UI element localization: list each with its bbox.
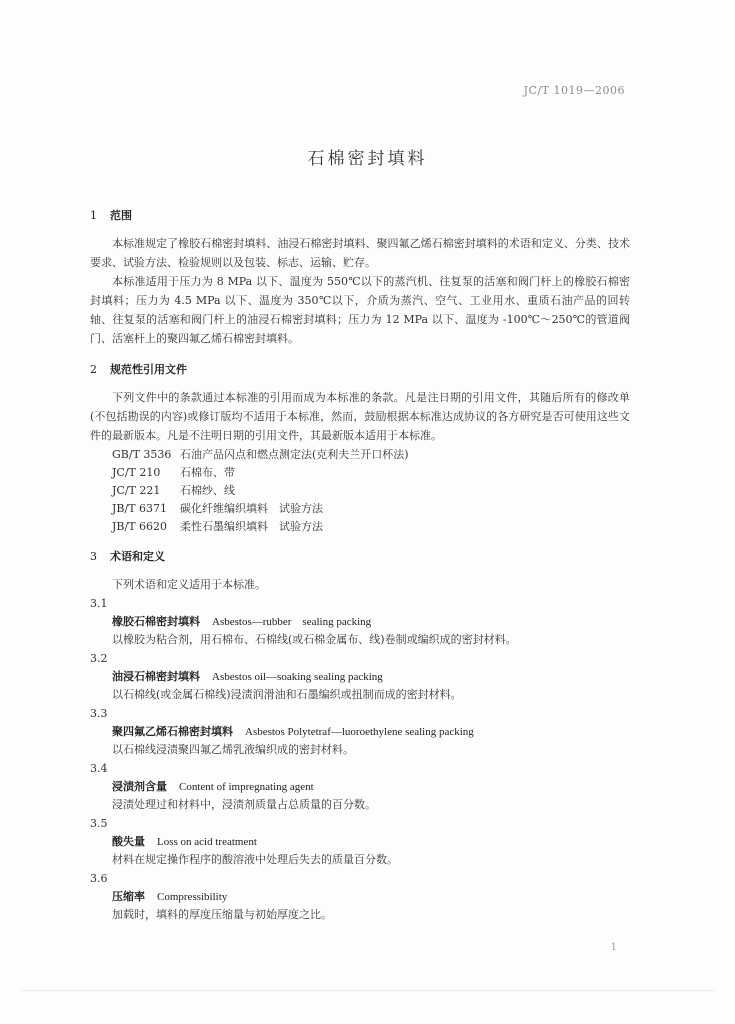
term-cn: 聚四氟乙烯石棉密封填料 [112,725,233,738]
page-number: 1 [610,942,617,953]
document-title: 石棉密封填料 [307,149,428,169]
term-cn: 浸渍剂含量 [112,780,167,793]
term-entry [90,869,630,924]
term-entry [90,594,630,649]
term-definition: 材料在规定操作程序的酸溶液中处理后失去的质量百分数。 [112,853,398,866]
term-number: 3.4 [90,762,108,775]
reference-code: JC/T 221 [112,484,161,497]
term-number: 3.3 [90,707,108,720]
term-number: 3.2 [90,652,108,665]
term-cn: 橡胶石棉密封填料 [112,615,200,628]
reference-code: JB/T 6371 [112,502,168,515]
term-en: Loss on acid treatment [157,836,257,848]
term-name [90,887,630,905]
bottom-divider [20,990,715,991]
reference-item [90,481,630,499]
section-number: 2 [90,363,97,376]
standard-code: JC/T 1019—2006 [523,84,625,97]
term-name [90,722,630,740]
reference-code: GB/T 3536 [112,448,172,461]
reference-item [90,517,630,535]
term-entry [90,814,630,869]
term-en: Asbestos Polytetraf—luoroethylene sealing packing [245,726,474,738]
paragraph: 本标准规定了橡胶石棉密封填料、油浸石棉密封填料、聚四氟乙烯石棉密封填料的术语和定义、分类、技术要求、试验方法、检验规则以及包装、标志、运输、贮存。 [90,237,630,269]
term-definition: 以橡胶为粘合剂，用石棉布、石棉线(或石棉金属布、线)卷制或编织成的密封材料。 [112,633,517,646]
term-definition: 以石棉线(或金属石棉线)浸渍润滑油和石墨编织或扭制而成的密封材料。 [112,688,462,701]
term-en: Content of impregnating agent [179,781,314,793]
term-number: 3.6 [90,872,108,885]
reference-name: 碳化纤维编织填料 试验方法 [180,502,323,515]
term-definition: 加载时，填料的厚度压缩量与初始厚度之比。 [112,908,332,921]
reference-item [90,499,630,517]
term-en: Asbestos—rubber sealing packing [212,616,372,628]
term-entry [90,759,630,814]
section-number: 3 [90,550,97,563]
section-number: 1 [90,209,97,222]
reference-item [90,445,630,463]
section-heading-normative-references [90,360,630,380]
reference-name: 柔性石墨编织填料 试验方法 [180,520,323,533]
section-title: 范围 [110,209,132,222]
section-title: 规范性引用文件 [110,363,187,376]
term-definition: 浸渍处理过和材料中，浸渍剂质量占总质量的百分数。 [112,798,376,811]
reference-code: JB/T 6620 [112,520,168,533]
reference-name: 石棉布、带 [180,466,235,479]
term-entry [90,649,630,704]
paragraph: 下列术语和定义适用于本标准。 [112,578,266,591]
section-heading-scope [90,206,630,226]
reference-item [90,463,630,481]
term-name [90,777,630,795]
paragraph: 本标准适用于压力为 8 MPa 以下、温度为 550℃以下的蒸汽机、往复泵的活塞和阀门杆上的橡胶石棉密封填料；压力为 4.5 MPa 以下、温度为 350℃以下，介质为蒸汽、空气、工业用水、重质石油产品的回转轴、往复泵的活塞和阀门杆上的油浸石棉密封填料；压力为 12 MPa 以下、温度为 -100℃～250℃的管道阀门、活塞杆上的聚四氟乙烯石棉密封填料。 [90,275,630,345]
term-cn: 油浸石棉密封填料 [112,670,200,683]
term-entry [90,704,630,759]
term-number: 3.5 [90,817,108,830]
paragraph: 下列文件中的条款通过本标准的引用而成为本标准的条款。凡是注日期的引用文件，其随后所有的修改单(不包括勘误的内容)或修订版均不适用于本标准，然而，鼓励根据本标准达成协议的各方研究是否可使用这些文件的最新版本。凡是不注明日期的引用文件，其最新版本适用于本标准。 [90,391,630,442]
term-cn: 酸失量 [112,835,145,848]
term-name [90,612,630,630]
term-number: 3.1 [90,597,108,610]
document-body [90,206,630,924]
term-name [90,832,630,850]
term-definition: 以石棉线浸渍聚四氟乙烯乳液编织成的密封材料。 [112,743,354,756]
section-title: 术语和定义 [110,550,165,563]
term-cn: 压缩率 [112,890,145,903]
term-en: Compressibility [157,891,228,903]
section-heading-terms-and-definitions [90,547,630,567]
reference-code: JC/T 210 [112,466,161,479]
reference-name: 石棉纱、线 [180,484,235,497]
term-en: Asbestos oil—soaking sealing packing [212,671,383,683]
reference-name: 石油产品闪点和燃点测定法(克利夫兰开口杯法) [180,448,409,461]
term-name [90,667,630,685]
